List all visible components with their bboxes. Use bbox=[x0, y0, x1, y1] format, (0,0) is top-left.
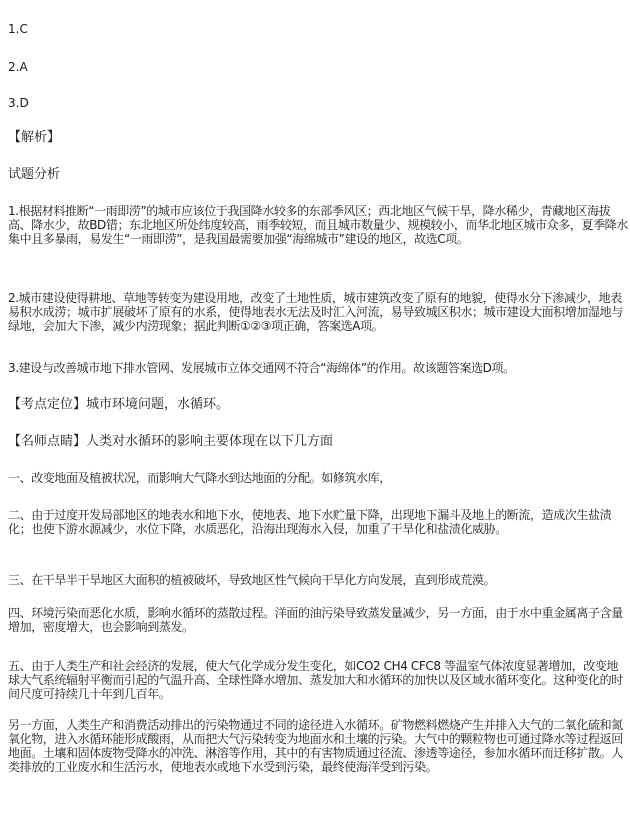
analysis-heading: 【解析】 bbox=[8, 130, 61, 145]
answer-1: 1.C bbox=[8, 22, 28, 36]
explanation-3: 3.建设与改善城市地下排水管网、发展城市立体交通网不符合“海绵体”的作用。故该题答案选D项。 bbox=[8, 361, 515, 375]
explanation-1: 1.根据材料推断“一雨即涝”的城市应该位于我国降水较多的东部季风区；西北地区气候干旱，降水稀少，青藏地区海拔高、降水少，故BD错；东北地区所处纬度较高，雨季较短，而且城市数量少、规模较小，而华北地区城市众多，夏季降水集中且多暴雨，易发生“一雨即涝”，是我国最需要加强“海绵城市”建设的地区，故选C项。 bbox=[8, 204, 628, 246]
teacher-note: 【名师点睛】人类对水循环的影响主要体现在以下几方面 bbox=[8, 434, 334, 449]
answer-3: 3.D bbox=[8, 96, 29, 110]
point-1: 一、改变地面及植被状况，而影响大气降水到达地面的分配。如修筑水库， bbox=[8, 471, 391, 485]
knowledge-point: 【考点定位】城市环境问题，水循环。 bbox=[8, 397, 230, 412]
point-2: 二、由于过度开发局部地区的地表水和地下水，使地表、地下水贮量下降，出现地下漏斗及地上的断流，造成次生盐渍化；也使下游水源减少，水位下降，水质恶化，沿海出现海水入侵，加重了干旱化和盐渍化威胁。 bbox=[8, 508, 612, 536]
point-6: 另一方面，人类生产和消费活动排出的污染物通过不同的途径进入水循环。矿物燃料燃烧产生并排入大气的二氧化硫和氮氧化物，进入水循环能形成酸雨，从而把大气污染转变为地面水和土壤的污染。大气中的颗粒物也可通过降水等过程返回地面。土壤和固体废物受降水的冲洗、淋溶等作用，其中的有害物质通过径流、渗透等途径，参加水循环而迁移扩散。人类排放的工业废水和生活污水，使地表水或地下水受到污染，最终使海洋受到污染。 bbox=[8, 718, 623, 774]
answer-2: 2.A bbox=[8, 60, 28, 74]
point-4: 四、环境污染而恶化水质，影响水循环的蒸散过程。洋面的油污染导致蒸发量减少，另一方面，由于水中重金属离子含量增加，密度增大，也会影响到蒸发。 bbox=[8, 606, 623, 634]
point-5: 五、由于人类生产和社会经济的发展，使大气化学成分发生变化，如CO2 CH4 CFC8 等温室气体浓度显著增加，改变地球大气系统辐射平衡而引起的气温升高、全球性降水增加、蒸发加大和水循环的加快以及区域水循环变化。这种变化的时间尺度可持续几十年到几百年。 bbox=[8, 659, 623, 701]
analysis-subheading: 试题分析 bbox=[8, 167, 61, 182]
explanation-2: 2.城市建设使得耕地、草地等转变为建设用地，改变了土地性质，城市建筑改变了原有的地貌，使得水分下渗减少，地表易积水成涝；城市扩展破坏了原有的水系，使得地表水无法及时汇入河流，易导致城区积水；城市建设大面积增加湿地与绿地，会加大下渗，减少内涝现象；据此判断①②③项正确，答案选A项。 bbox=[8, 291, 623, 333]
point-3: 三、在干旱半干旱地区大面积的植被破坏，导致地区性气候向干旱化方向发展，直到形成荒漠。 bbox=[8, 573, 496, 587]
